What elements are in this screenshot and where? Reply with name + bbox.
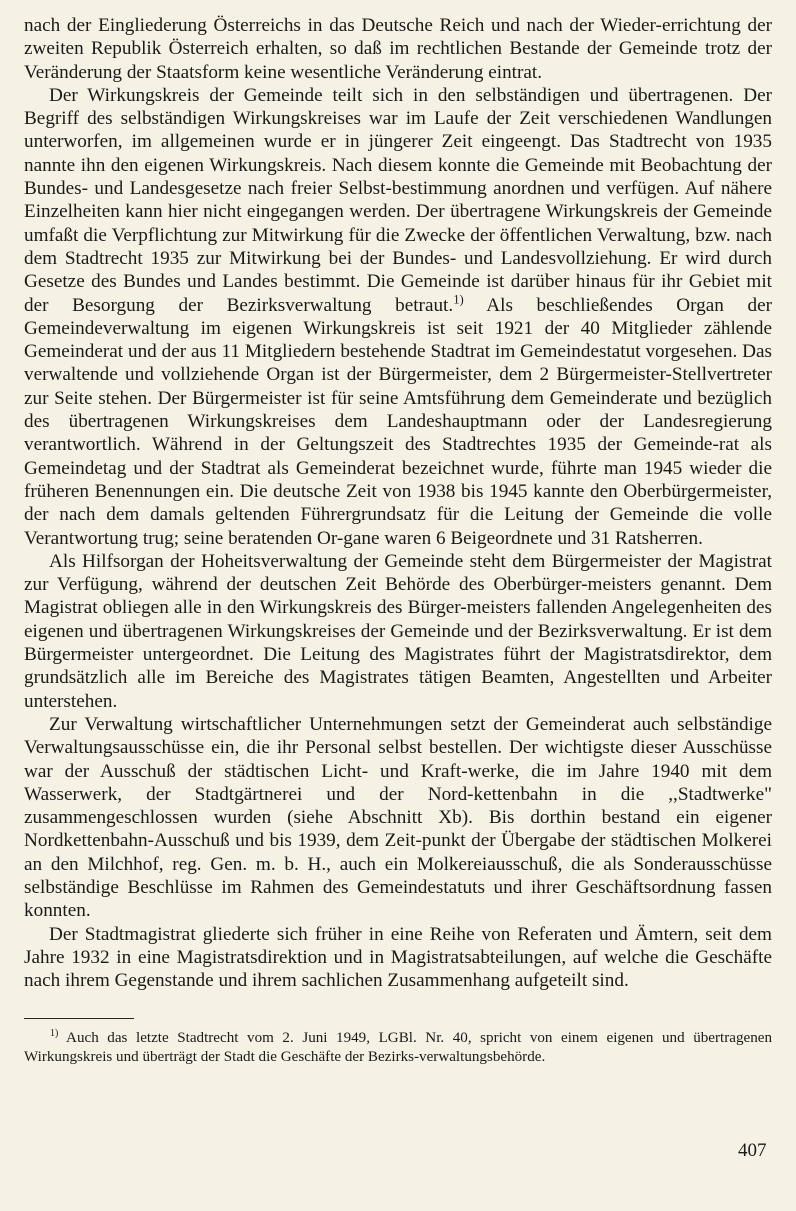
footnote — [24, 1029, 772, 1066]
footnote-reference[interactable]: 1) — [453, 292, 464, 307]
paragraph-2 — [24, 84, 772, 550]
paragraph-3: Als Hilfsorgan der Hoheitsverwaltung der Gemeinde steht dem Bürgermeister der Magistrat zur Verfügung, während der deutschen Zeit Behörde des Oberbürger-meisters genannt. Dem Magistrat obliegen alle in den Wirkungskreis des Bürger-meisters fallenden Angelegenheiten des eigenen und übertragenen Wirkungskreises der Gemeinde und der Bezirksverwaltung. Er ist dem Bürgermeister untergeordnet. Die Leitung des Magistrates führt der Magistratsdirektor, dem grundsätzlich alle im Bereiche des Magistrates tätigen Beamten, Angestellten und Arbeiter unterstehen. — [24, 550, 772, 712]
footnote-marker: 1) — [50, 1028, 59, 1040]
page-body — [24, 14, 772, 1066]
paragraph-2-text: Der Wirkungskreis der Gemeinde teilt sich in den selbständigen und übertragenen. Der Begriff des selbständigen Wirkungskreises war im Laufe der Zeit verschiedenen Wandlungen unterworfen, im allgemeinen wurde er in jüngerer Zeit eingeengt. Das Stadtrecht von 1935 nannte ihn den eigenen Wirkungskreis. Nach diesem konnte die Gemeinde mit Beobachtung der Bundes- und Landesgesetze nach freier Selbst-bestimmung anordnen und verfügen. Auf nähere Einzelheiten kann hier nicht eingegangen werden. Der übertragene Wirkungskreis der Gemeinde umfaßt die Verpflichtung zur Mitwirkung für die Zwecke der öffentlichen Verwaltung, bzw. nach dem Stadtrecht 1935 zur Mitwirkung bei der Bundes- und Landesvollziehung. Er wird durch Gesetze des Bundes und Landes bestimmt. Die Gemeinde ist darüber hinaus für ihr Gebiet mit der Besorgung der Bezirksverwaltung betraut. — [24, 84, 772, 316]
paragraph-5: Der Stadtmagistrat gliederte sich früher in eine Reihe von Referaten und Ämtern, seit dem Jahre 1932 in eine Magistratsdirektion und in Magistratsabteilungen, auf welche die Geschäfte nach ihrem Gegenstande und ihrem sachlichen Zusammenhang aufgeteilt sind. — [24, 923, 772, 992]
paragraph-4: Zur Verwaltung wirtschaftlicher Unternehmungen setzt der Gemeinderat auch selbständige Verwaltungsausschüsse ein, die ihr Personal selbst bestellen. Der wichtigste dieser Ausschüsse war der Ausschuß der städtischen Licht- und Kraft-werke, die im Jahre 1940 mit dem Wasserwerk, der Stadtgärtnerei und der Nord-kettenbahn in die ,,Stadtwerke" zusammengeschlossen wurden (siehe Abschnitt Xb). Bis dorthin bestand ein eigener Nordkettenbahn-Ausschuß und bis 1939, dem Zeit-punkt der Übergabe der städtischen Molkerei an den Milchhof, reg. Gen. m. b. H., auch ein Molkereiausschuß, die als Sonderausschüsse selbständige Beschlüsse im Rahmen des Gemeindestatuts und ihrer Geschäftsordnung fassen konnten. — [24, 713, 772, 922]
footnote-text: Auch das letzte Stadtrecht vom 2. Juni 1949, LGBl. Nr. 40, spricht von einem eigenen und übertragenen Wirkungskreis und überträgt der Stadt die Geschäfte der Bezirks-verwaltungsbehörde. — [24, 1030, 772, 1065]
footnote-spacer — [24, 992, 772, 1018]
page-number: 407 — [738, 1140, 767, 1161]
footnote-divider — [24, 1018, 134, 1019]
paragraph-1: nach der Eingliederung Österreichs in das Deutsche Reich und nach der Wieder-errichtung der zweiten Republik Österreich erhalten, so daß im rechtlichen Bestande der Gemeinde trotz der Veränderung der Staatsform keine wesentliche Veränderung eintrat. — [24, 15, 772, 83]
paragraph-2-continuation: Als beschließendes Organ der Gemeindeverwaltung im eigenen Wirkungskreis ist seit 1921 der 40 Mitglieder zählende Gemeinderat und der aus 11 Mitgliedern bestehende Stadtrat im Gemeindestatut vorgesehen. Das verwaltende und vollziehende Organ ist der Bürgermeister, dem 2 Bürgermeister-Stellvertreter zur Seite stehen. Der Bürgermeister ist für seine Amtsführung dem Gemeinderate und bezüglich des übertragenen Wirkungskreises dem Landeshauptmann oder der Landesregierung verantwortlich. Während in der Geltungszeit des Stadtrechtes 1935 der Gemeinde-rat als Gemeindetag und der Stadtrat als Gemeinderat bezeichnet wurde, führte man 1945 wieder die früheren Benennungen ein. Die deutsche Zeit von 1938 bis 1945 kannte den Oberbürgermeister, der nach dem damals geltenden Führergrundsatz für die Leitung der Gemeinde die volle Verantwortung trug; seine beratenden Or-gane waren 6 Beigeordnete und 31 Ratsherren. — [24, 294, 772, 549]
